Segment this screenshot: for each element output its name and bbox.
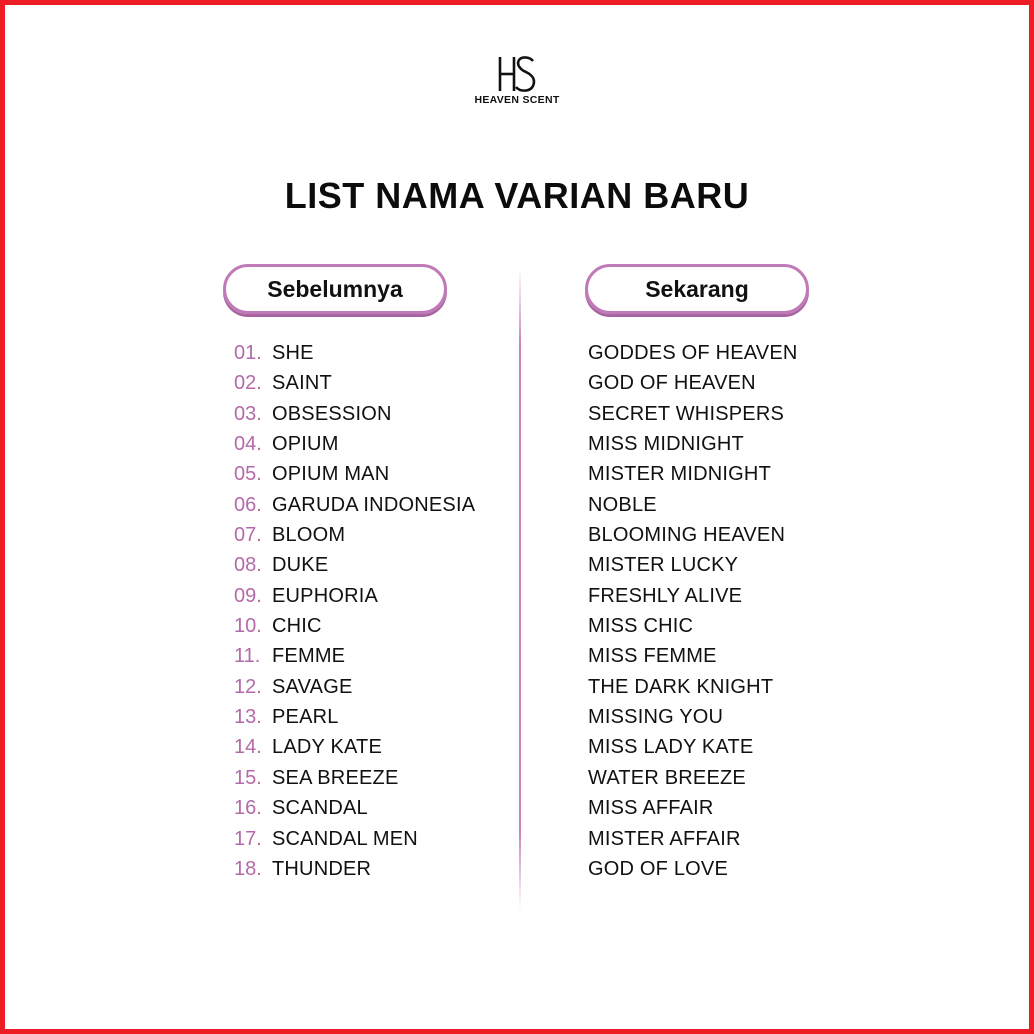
- item-number: 03.: [234, 402, 262, 425]
- list-item: [588, 371, 798, 401]
- old-variant-name: SCANDAL: [272, 797, 368, 820]
- item-number: 04.: [234, 433, 262, 456]
- list-item: [234, 796, 475, 826]
- item-number: 05.: [234, 463, 262, 486]
- new-variant-name: MISS LADY KATE: [588, 736, 754, 759]
- list-item: [234, 341, 475, 371]
- list-item: [234, 402, 475, 432]
- list-item: [234, 705, 475, 735]
- item-number: 06.: [234, 493, 262, 516]
- old-variant-name: LADY KATE: [272, 736, 382, 759]
- new-variant-name: MISS CHIC: [588, 615, 694, 638]
- list-item: [234, 827, 475, 857]
- list-item: [588, 584, 798, 614]
- list-item: [588, 402, 798, 432]
- old-variant-name: EUPHORIA: [272, 584, 379, 607]
- new-names-list: [588, 341, 798, 887]
- column-header-sebelumnya: Sebelumnya: [223, 264, 447, 314]
- old-variant-name: SEA BREEZE: [272, 766, 399, 789]
- new-variant-name: MISS MIDNIGHT: [588, 433, 744, 456]
- list-item: [234, 523, 475, 553]
- list-item: [234, 493, 475, 523]
- old-variant-name: SAVAGE: [272, 675, 353, 698]
- item-number: 13.: [234, 706, 262, 729]
- new-variant-name: MISTER MIDNIGHT: [588, 463, 771, 486]
- old-variant-name: OPIUM MAN: [272, 463, 390, 486]
- item-number: 12.: [234, 675, 262, 698]
- list-item: [588, 614, 798, 644]
- item-number: 02.: [234, 372, 262, 395]
- old-variant-name: PEARL: [272, 706, 339, 729]
- item-number: 14.: [234, 736, 262, 759]
- old-variant-name: SHE: [272, 342, 314, 364]
- old-variant-name: GARUDA INDONESIA: [272, 493, 476, 516]
- item-number: 11.: [234, 645, 261, 668]
- list-item: [588, 462, 798, 492]
- list-item: [588, 675, 798, 705]
- brand-name: HEAVEN SCENT: [474, 94, 560, 106]
- column-divider: [519, 268, 521, 910]
- item-number: 08.: [234, 554, 262, 577]
- old-variant-name: FEMME: [272, 645, 346, 668]
- list-item: [234, 735, 475, 765]
- new-variant-name: THE DARK KNIGHT: [588, 675, 774, 698]
- new-variant-name: GOD OF HEAVEN: [588, 372, 756, 395]
- list-item: [588, 827, 798, 857]
- item-number: 18.: [234, 857, 262, 880]
- list-item: [234, 584, 475, 614]
- list-item: [588, 523, 798, 553]
- old-variant-name: DUKE: [272, 554, 329, 577]
- list-item: [588, 493, 798, 523]
- hs-monogram-logo: [495, 55, 539, 93]
- new-variant-name: MISS FEMME: [588, 645, 717, 668]
- list-item: [234, 766, 475, 796]
- item-number: 01.: [234, 342, 262, 364]
- list-item: [588, 553, 798, 583]
- new-variant-name: MISS AFFAIR: [588, 797, 714, 820]
- list-item: [234, 614, 475, 644]
- new-variant-name: WATER BREEZE: [588, 766, 746, 789]
- new-variant-name: GODDES OF HEAVEN: [588, 342, 798, 364]
- list-item: [234, 462, 475, 492]
- new-variant-name: MISSING YOU: [588, 706, 724, 729]
- item-number: 17.: [234, 827, 262, 850]
- old-names-list: [234, 341, 475, 887]
- new-variant-name: FRESHLY ALIVE: [588, 584, 743, 607]
- list-item: [588, 735, 798, 765]
- list-item: [234, 371, 475, 401]
- new-variant-name: MISTER LUCKY: [588, 554, 739, 577]
- old-variant-name: OBSESSION: [272, 402, 392, 425]
- old-variant-name: CHIC: [272, 615, 322, 638]
- new-variant-name: SECRET WHISPERS: [588, 402, 784, 425]
- item-number: 15.: [234, 766, 262, 789]
- list-item: [588, 705, 798, 735]
- list-item: [588, 766, 798, 796]
- old-variant-name: OPIUM: [272, 433, 339, 456]
- old-variant-name: BLOOM: [272, 524, 346, 547]
- list-item: [588, 432, 798, 462]
- old-variant-name: SCANDAL MEN: [272, 827, 418, 850]
- page-title: LIST NAMA VARIAN BARU: [284, 175, 750, 216]
- new-variant-name: GOD OF LOVE: [588, 857, 729, 880]
- list-item: [234, 553, 475, 583]
- list-item: [588, 644, 798, 674]
- list-item: [588, 341, 798, 371]
- new-variant-name: BLOOMING HEAVEN: [588, 524, 786, 547]
- old-variant-name: SAINT: [272, 372, 332, 395]
- list-item: [234, 432, 475, 462]
- new-variant-name: NOBLE: [588, 493, 657, 516]
- list-item: [588, 796, 798, 826]
- old-variant-name: THUNDER: [272, 857, 372, 880]
- brand-logo: [467, 55, 567, 106]
- list-item: [588, 857, 798, 887]
- item-number: 10.: [234, 615, 262, 638]
- list-item: [234, 644, 475, 674]
- column-header-sekarang: Sekarang: [585, 264, 809, 314]
- list-item: [234, 675, 475, 705]
- item-number: 09.: [234, 584, 262, 607]
- list-item: [234, 857, 475, 887]
- new-variant-name: MISTER AFFAIR: [588, 827, 741, 850]
- item-number: 07.: [234, 524, 262, 547]
- item-number: 16.: [234, 797, 262, 820]
